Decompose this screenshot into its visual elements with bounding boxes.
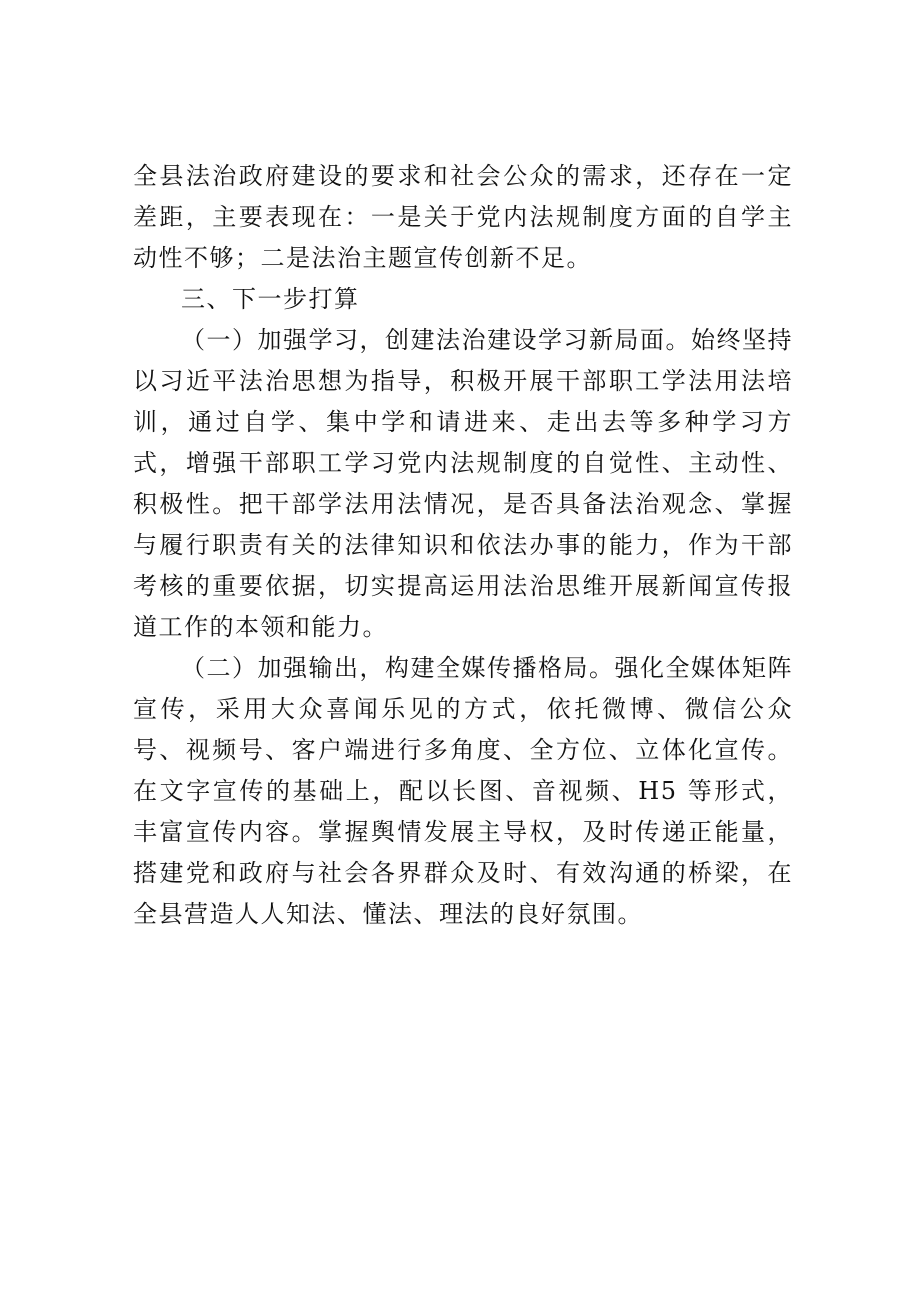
paragraph-strengthen-output: （二）加强输出，构建全媒传播格局。强化全媒体矩阵宣传，采用大众喜闻乐见的方式，依托微博、微信公众号、视频号、客户端进行多角度、全方位、立体化宣传。在文字宣传的基础上，配以长图、音视频、H5 等形式，丰富宣传内容。掌握舆情发展主导权，及时传递正能量，搭建党和政府与社会各界群众及时、有效沟通的桥梁，在全县营造人人知法、懂法、理法的良好氛围。 <box>133 654 793 928</box>
paragraph-strengthen-learning: （一）加强学习，创建法治建设学习新局面。始终坚持以习近平法治思想为指导，积极开展干部职工学法用法培训，通过自学、集中学和请进来、走出去等多种学习方式，增强干部职工学习党内法规制度的自觉性、主动性、积极性。把干部学法用法情况，是否具备法治观念、掌握与履行职责有关的法律知识和依法办事的能力，作为干部考核的重要依据，切实提高运用法治思维开展新闻宣传报道工作的本领和能力。 <box>133 326 793 641</box>
section-heading-next-steps: 三、下一步打算 <box>181 285 360 313</box>
document-body <box>133 156 793 935</box>
paragraph-continuation: 全县法治政府建设的要求和社会公众的需求，还存在一定差距，主要表现在：一是关于党内法规制度方面的自学主动性不够；二是法治主题宣传创新不足。 <box>133 162 793 272</box>
